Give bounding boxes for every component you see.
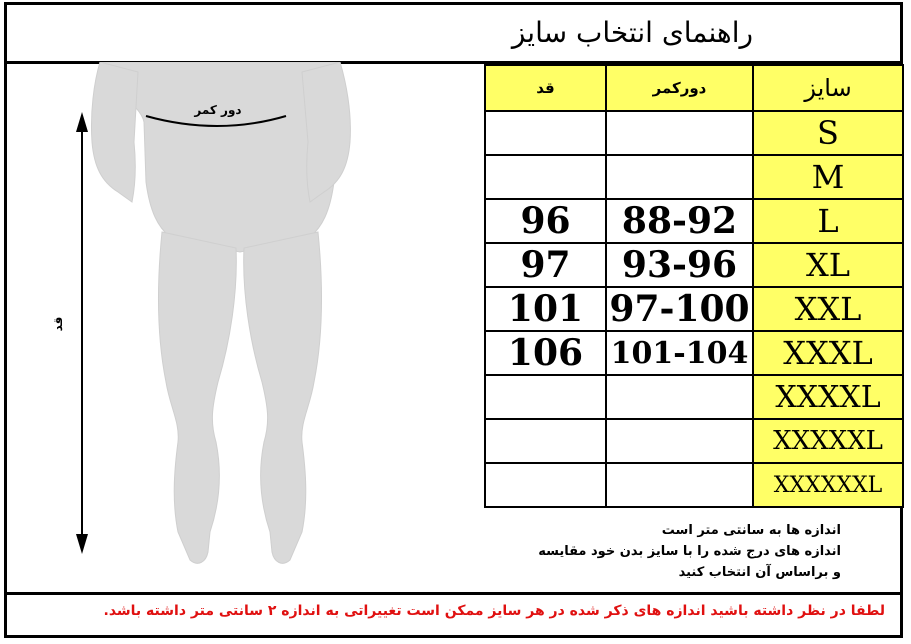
waist-cell: 101-104 bbox=[606, 331, 753, 375]
table-row bbox=[485, 155, 903, 199]
size-cell: L bbox=[753, 199, 903, 243]
size-cell: XXXXXXL bbox=[753, 463, 903, 507]
note-line-3: و براساس آن انتخاب کنید bbox=[678, 565, 841, 580]
header-height: قد bbox=[485, 65, 606, 111]
size-cell: XL bbox=[753, 243, 903, 287]
measurement-notes bbox=[538, 520, 841, 583]
height-cell bbox=[485, 419, 606, 463]
size-cell: XXXL bbox=[753, 331, 903, 375]
table-row bbox=[485, 287, 903, 331]
waist-label: دور کمر bbox=[194, 103, 242, 117]
size-table bbox=[484, 64, 904, 508]
height-cell bbox=[485, 375, 606, 419]
size-cell: S bbox=[753, 111, 903, 155]
waist-cell bbox=[606, 375, 753, 419]
height-cell: 106 bbox=[485, 331, 606, 375]
note-line-1: اندازه ها به سانتی متر است bbox=[661, 523, 841, 538]
table-row bbox=[485, 419, 903, 463]
table-row bbox=[485, 331, 903, 375]
page-title: راهنمای انتخاب سایز bbox=[511, 16, 753, 49]
table-row bbox=[485, 243, 903, 287]
waist-cell: 93-96 bbox=[606, 243, 753, 287]
table-row bbox=[485, 375, 903, 419]
header-size: سایز bbox=[753, 65, 903, 111]
waist-cell bbox=[606, 463, 753, 507]
footer-bar bbox=[4, 592, 903, 638]
table-row bbox=[485, 463, 903, 507]
height-arrow bbox=[76, 112, 88, 554]
note-line-2: اندازه های درج شده را با سایز بدن خود مقایسه bbox=[538, 544, 841, 559]
waist-cell bbox=[606, 155, 753, 199]
size-cell: XXXXXL bbox=[753, 419, 903, 463]
body-figure bbox=[40, 62, 440, 592]
size-cell: XXXXL bbox=[753, 375, 903, 419]
waist-cell: 88-92 bbox=[606, 199, 753, 243]
footer-disclaimer: لطفا در نظر داشته باشید اندازه های ذکر شده در هر سایز ممکن است تغییراتی به اندازه ۲ سانتی متر داشته باشد. bbox=[103, 603, 885, 619]
size-cell: XXL bbox=[753, 287, 903, 331]
height-cell: 97 bbox=[485, 243, 606, 287]
waist-cell bbox=[606, 111, 753, 155]
table-row bbox=[485, 199, 903, 243]
size-cell: M bbox=[753, 155, 903, 199]
height-cell bbox=[485, 463, 606, 507]
waist-cell bbox=[606, 419, 753, 463]
title-bar bbox=[4, 2, 903, 64]
body-silhouette bbox=[91, 62, 350, 563]
header-waist: دورکمر bbox=[606, 65, 753, 111]
size-rows bbox=[485, 111, 903, 507]
height-cell: 96 bbox=[485, 199, 606, 243]
height-label: قد bbox=[51, 316, 65, 332]
waist-cell: 97-100 bbox=[606, 287, 753, 331]
height-cell: 101 bbox=[485, 287, 606, 331]
table-header-row bbox=[485, 65, 903, 111]
height-cell bbox=[485, 155, 606, 199]
height-cell bbox=[485, 111, 606, 155]
table-row bbox=[485, 111, 903, 155]
